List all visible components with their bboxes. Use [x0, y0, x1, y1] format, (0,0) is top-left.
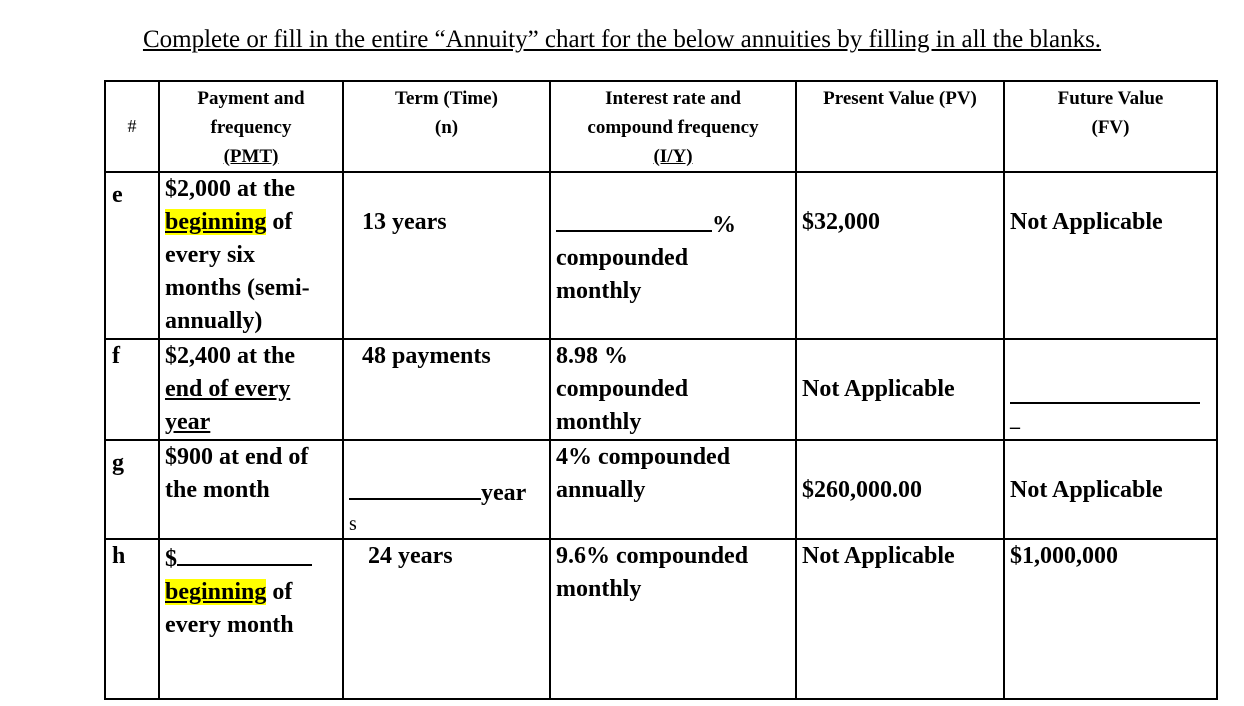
page-title: Complete or fill in the entire “Annuity” chart for the below annuities by filling in all the blanks.: [142, 26, 1102, 53]
fv-cell: Not Applicable: [1004, 172, 1217, 339]
term-cell: 48 payments: [343, 339, 550, 440]
term-blank[interactable]: [349, 474, 481, 500]
fv-blank[interactable]: [1010, 376, 1200, 404]
rate-cell: 8.98 % compounded monthly: [550, 339, 796, 440]
annuity-table: [104, 80, 1218, 700]
pmt-cell: $ beginning of every month: [159, 539, 343, 699]
rate-blank[interactable]: [556, 206, 712, 232]
header-pmt: Payment and frequency (PMT): [159, 81, 343, 172]
term-cell: 24 years: [343, 539, 550, 699]
pmt-blank[interactable]: [177, 540, 312, 566]
row-letter: h: [105, 539, 159, 699]
table-row-e: [105, 172, 1217, 339]
rate-cell: 9.6% compounded monthly: [550, 539, 796, 699]
pmt-cell: $2,400 at the end of every year: [159, 339, 343, 440]
term-cell: 13 years: [343, 172, 550, 339]
row-letter: f: [105, 339, 159, 440]
table-row-g: [105, 440, 1217, 539]
pv-cell: $260,000.00: [796, 440, 1004, 539]
highlight-text: beginning: [165, 209, 267, 235]
fv-cell: Not Applicable: [1004, 440, 1217, 539]
pmt-cell: $900 at end of the month: [159, 440, 343, 539]
pv-cell: $32,000: [796, 172, 1004, 339]
fv-cell: $1,000,000: [1004, 539, 1217, 699]
table-row-f: [105, 339, 1217, 440]
header-fv: Future Value (FV): [1004, 81, 1217, 172]
rate-cell: 4% compounded annually: [550, 440, 796, 539]
header-row: [105, 81, 1217, 172]
rate-cell: % compounded monthly: [550, 172, 796, 339]
header-pv: Present Value (PV): [796, 81, 1004, 172]
pv-cell: Not Applicable: [796, 539, 1004, 699]
pmt-cell: $2,000 at the beginning of every six months (semi- annually): [159, 172, 343, 339]
table-row-h: [105, 539, 1217, 699]
fv-cell: _: [1004, 339, 1217, 440]
row-letter: e: [105, 172, 159, 339]
pv-cell: Not Applicable: [796, 339, 1004, 440]
highlight-text: beginning: [165, 579, 267, 605]
term-cell: year s: [343, 440, 550, 539]
header-term: Term (Time) (n): [343, 81, 550, 172]
header-num: #: [105, 81, 159, 172]
row-letter: g: [105, 440, 159, 539]
header-rate: Interest rate and compound frequency (I/Y): [550, 81, 796, 172]
